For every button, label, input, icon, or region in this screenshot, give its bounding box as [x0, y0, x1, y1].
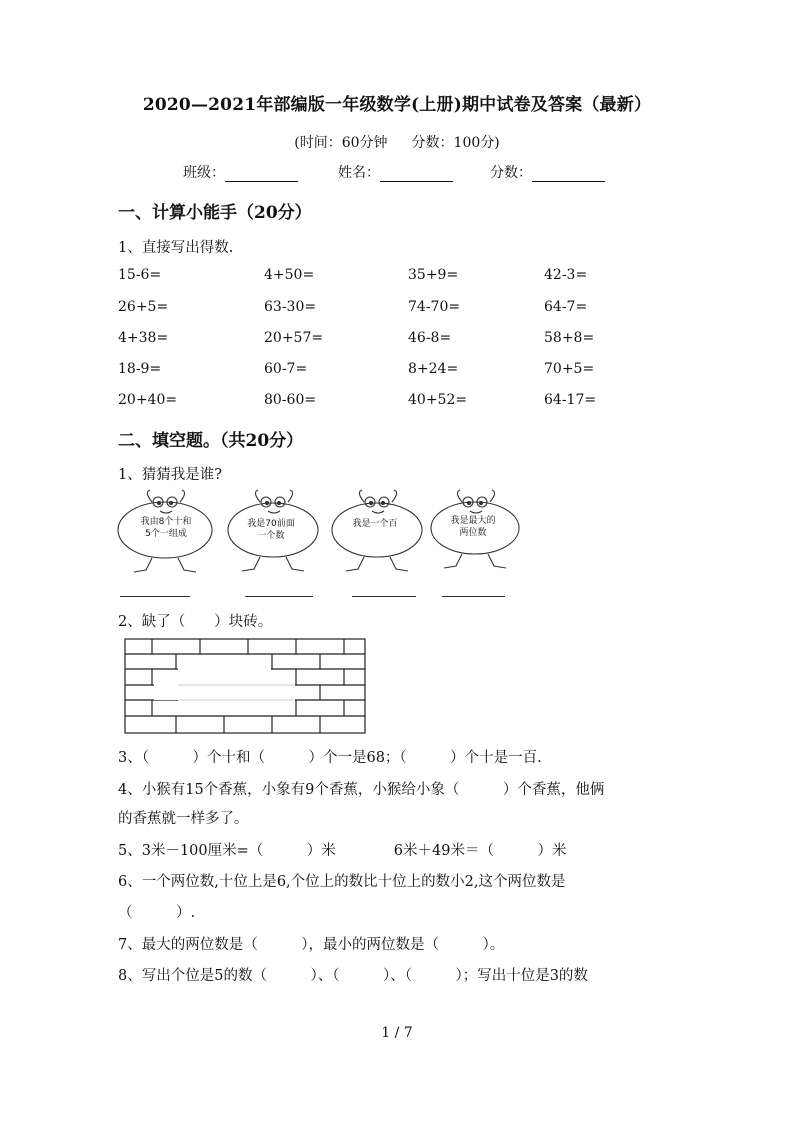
answer-line-1[interactable]	[120, 595, 190, 597]
section2-q8: 8、写出个位是5的数（ ）、（ ）、（ ）；写出十位是3的数	[118, 968, 588, 984]
page-number: 1 / 7	[381, 1025, 413, 1041]
section2-q6-line2: （ ）.	[118, 905, 196, 921]
calc-item: 4+38=	[118, 330, 169, 346]
character-2-text: 我是70前面 一个数	[247, 519, 295, 541]
calc-item: 60-7=	[264, 361, 308, 377]
page-title: 2020—2021年部编版一年级数学(上册)期中试卷及答案（最新）	[142, 95, 652, 115]
time-limit: (时间：60分钟	[294, 135, 388, 151]
calc-item: 40+52=	[408, 392, 468, 408]
section2-q1: 1、猜猜我是谁?	[118, 467, 222, 483]
calc-item: 70+5=	[544, 361, 595, 377]
calc-item: 80-60=	[264, 392, 317, 408]
class-field	[183, 162, 298, 182]
name-field	[338, 162, 453, 182]
calc-item: 46-8=	[408, 330, 452, 346]
calc-item: 64-17=	[544, 392, 597, 408]
section2-q3: 3、（ ）个十和（ ）个一是68；（ ）个十是一百.	[118, 750, 542, 766]
guess-characters-illustration	[112, 488, 532, 592]
character-3-text: 我是一个百	[352, 519, 398, 529]
section2-q6-line1: 6、一个两位数,十位上是6,个位上的数比十位上的数小2,这个两位数是	[118, 874, 566, 890]
score-blank[interactable]	[532, 167, 605, 182]
section1-heading: 一、计算小能手（20分）	[118, 203, 312, 223]
calc-item: 4+50=	[264, 267, 315, 283]
answer-line-2[interactable]	[245, 595, 313, 597]
calc-item: 42-3=	[544, 267, 588, 283]
section2-q4-line1: 4、小猴有15个香蕉，小象有9个香蕉，小猴给小象（ ）个香蕉，他俩	[118, 782, 605, 798]
score-field	[490, 162, 605, 182]
character-4-text: 我是最大的 两位数	[450, 516, 496, 538]
calc-item: 74-70=	[408, 299, 461, 315]
answer-line-3[interactable]	[352, 595, 416, 597]
score-label: 分数：	[490, 165, 532, 181]
exam-meta	[0, 132, 794, 152]
calc-item: 64-7=	[544, 299, 588, 315]
class-blank[interactable]	[225, 167, 298, 182]
section2-q7: 7、最大的两位数是（ ），最小的两位数是（ ）。	[118, 937, 505, 953]
section1-q1: 1、直接写出得数.	[118, 240, 234, 256]
name-blank[interactable]	[380, 167, 453, 182]
total-score: 分数：100分)	[411, 135, 500, 151]
brick-wall-illustration	[124, 638, 366, 734]
character-1-text: 我由8个十和 5个一组成	[140, 517, 192, 539]
calc-item: 35+9=	[408, 267, 459, 283]
calc-item: 15-6=	[118, 267, 162, 283]
calc-item: 18-9=	[118, 361, 162, 377]
class-label: 班级：	[183, 165, 225, 181]
calc-item: 20+57=	[264, 330, 324, 346]
name-label: 姓名：	[338, 165, 380, 181]
section2-heading: 二、填空题。（共20分）	[118, 431, 304, 451]
section2-q2: 2、缺了（ ）块砖。	[118, 614, 273, 630]
section2-q4-line2: 的香蕉就一样多了。	[118, 811, 249, 827]
calc-item: 58+8=	[544, 330, 595, 346]
calc-item: 8+24=	[408, 361, 459, 377]
calc-item: 63-30=	[264, 299, 317, 315]
character-3	[332, 490, 422, 571]
answer-line-4[interactable]	[442, 595, 505, 597]
calc-item: 26+5=	[118, 299, 169, 315]
section2-q5: 5、3米－100厘米=（ ）米 6米＋49米＝（ ）米	[118, 843, 567, 859]
calc-item: 20+40=	[118, 392, 178, 408]
